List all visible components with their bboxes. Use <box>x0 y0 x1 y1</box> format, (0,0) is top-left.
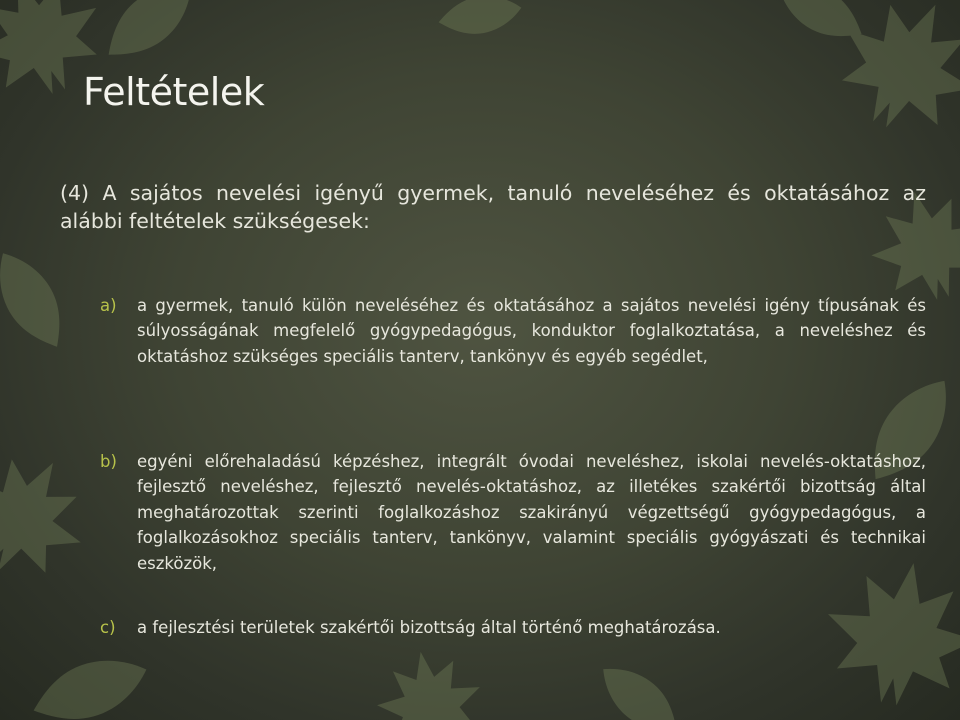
leaf-icon <box>768 0 872 52</box>
list-marker: b) <box>100 452 117 471</box>
list-item <box>100 449 926 576</box>
list-item <box>100 293 926 369</box>
leaf-icon <box>25 645 156 720</box>
list-marker: a) <box>100 296 117 315</box>
leaf-icon <box>435 0 524 40</box>
leaf-icon <box>369 643 489 720</box>
leaf-icon <box>0 431 108 600</box>
list-item-text: egyéni előrehaladású képzéshez, integrált óvodai neveléshez, iskolai nevelés-oktatáshoz, fejlesztő neveléshez, fejlesztő nevelés-oktatáshoz, az illetékes szakértői bizottság által meghatározottak szerinti foglalkozáshoz szakirányú végzettségű gyógypedagógus, a foglalkozásokhoz speciális tanterv, tankönyv, valamint speciális gyógyászati és technikai eszközök, <box>137 452 926 573</box>
leaf-icon <box>817 0 960 154</box>
page-title: Feltételek <box>83 70 265 114</box>
intro-paragraph: (4) A sajátos nevelési igényű gyermek, tanuló neveléséhez és oktatásához az alábbi feltételek szükségesek: <box>60 181 926 233</box>
leaf-icon <box>93 0 206 73</box>
list-item <box>100 615 926 640</box>
list-item-text: a fejlesztési területek szakértői bizottság által történő meghatározása. <box>137 618 721 637</box>
list-marker: c) <box>100 618 116 637</box>
list-item-text: a gyermek, tanuló külön neveléséhez és oktatásához a sajátos nevelési igény típusának és súlyosságának megfelelő gyógypedagógus, konduktor foglalkoztatása, a neveléshez és oktatáshoz szükséges speciális tanterv, tankönyv és egyéb segédlet, <box>137 296 926 366</box>
leaf-icon <box>590 653 691 720</box>
leaf-icon <box>0 241 77 358</box>
